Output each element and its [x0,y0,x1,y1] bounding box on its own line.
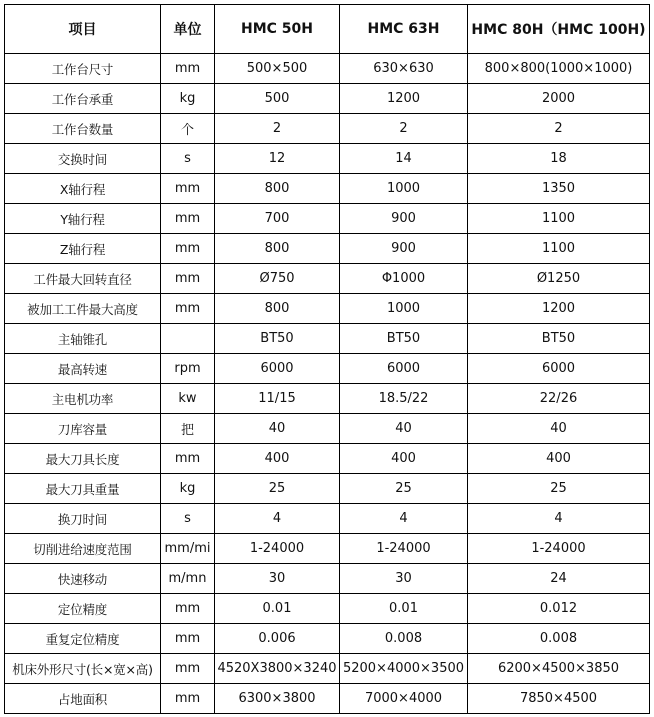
unit-cell: mm [161,684,215,714]
unit-cell: kg [161,84,215,114]
label-cell: 刀库容量 [5,414,161,444]
table-row [5,594,650,624]
label-cell: 快速移动 [5,564,161,594]
hmc-50h-cell: 40 [215,414,340,444]
hmc-63h-cell: 1000 [340,294,468,324]
unit-cell: mm [161,444,215,474]
label-cell: 工作台数量 [5,114,161,144]
hmc-50h-cell: 25 [215,474,340,504]
unit-cell: s [161,504,215,534]
hmc-80h-cell: 4 [468,504,650,534]
hmc-80h-cell: 40 [468,414,650,444]
table-body [5,54,650,714]
label-cell: 换刀时间 [5,504,161,534]
unit-cell: 把 [161,414,215,444]
unit-cell: 个 [161,114,215,144]
table-row [5,684,650,714]
label-cell: X轴行程 [5,174,161,204]
hmc-80h-cell: 24 [468,564,650,594]
hmc-80h-cell: 0.012 [468,594,650,624]
table-row [5,54,650,84]
table-row [5,444,650,474]
label-cell: 被加工工件最大高度 [5,294,161,324]
table-row [5,654,650,684]
unit-cell: mm [161,174,215,204]
label-cell: 最大刀具重量 [5,474,161,504]
hmc-63h-cell: 900 [340,204,468,234]
table-row [5,624,650,654]
spec-table [4,4,650,714]
hmc-63h-cell: 25 [340,474,468,504]
unit-cell: kw [161,384,215,414]
hmc-50h-cell: 0.006 [215,624,340,654]
hmc-63h-cell: 0.01 [340,594,468,624]
hmc-50h-cell: 400 [215,444,340,474]
hmc-80h-cell: 1100 [468,234,650,264]
unit-cell: kg [161,474,215,504]
hmc-80h-cell: 18 [468,144,650,174]
hmc-63h-cell: 18.5/22 [340,384,468,414]
unit-cell: rpm [161,354,215,384]
hmc-63h-cell: 2 [340,114,468,144]
header-unit: 单位 [161,5,215,54]
unit-cell: mm [161,294,215,324]
unit-cell: mm [161,54,215,84]
unit-cell: mm [161,204,215,234]
hmc-50h-cell: 1-24000 [215,534,340,564]
hmc-50h-cell: 6000 [215,354,340,384]
hmc-63h-cell: 1000 [340,174,468,204]
hmc-80h-cell: 0.008 [468,624,650,654]
unit-cell: mm [161,594,215,624]
hmc-80h-cell: 1200 [468,294,650,324]
table-row [5,474,650,504]
hmc-80h-cell: 800×800(1000×1000) [468,54,650,84]
hmc-50h-cell: 800 [215,174,340,204]
hmc-63h-cell: 14 [340,144,468,174]
header-row [5,5,650,54]
unit-cell: mm [161,234,215,264]
hmc-50h-cell: 4520X3800×3240 [215,654,340,684]
table-row [5,234,650,264]
unit-cell: mm [161,624,215,654]
hmc-63h-cell: 400 [340,444,468,474]
hmc-63h-cell: 630×630 [340,54,468,84]
hmc-80h-cell: 1100 [468,204,650,234]
table-row [5,564,650,594]
label-cell: 最高转速 [5,354,161,384]
label-cell: 最大刀具长度 [5,444,161,474]
unit-cell: s [161,144,215,174]
label-cell: 主电机功率 [5,384,161,414]
table-row [5,414,650,444]
table-row [5,144,650,174]
hmc-50h-cell: 2 [215,114,340,144]
unit-cell: mm [161,264,215,294]
hmc-63h-cell: 1200 [340,84,468,114]
unit-cell [161,324,215,354]
table-row [5,324,650,354]
hmc-80h-cell: 2 [468,114,650,144]
hmc-50h-cell: 6300×3800 [215,684,340,714]
hmc-50h-cell: BT50 [215,324,340,354]
hmc-80h-cell: 6000 [468,354,650,384]
table-row [5,204,650,234]
hmc-50h-cell: 12 [215,144,340,174]
label-cell: 占地面积 [5,684,161,714]
hmc-63h-cell: 6000 [340,354,468,384]
label-cell: 定位精度 [5,594,161,624]
hmc-63h-cell: BT50 [340,324,468,354]
table-row [5,174,650,204]
hmc-50h-cell: 800 [215,294,340,324]
header-item: 项目 [5,5,161,54]
label-cell: 工作台尺寸 [5,54,161,84]
table-row [5,504,650,534]
header-hmc-50h: HMC 50H [215,5,340,54]
label-cell: 交换时间 [5,144,161,174]
hmc-63h-cell: 5200×4000×3500 [340,654,468,684]
header-hmc-80h: HMC 80H（HMC 100H) [468,5,650,54]
label-cell: 主轴锥孔 [5,324,161,354]
hmc-63h-cell: 0.008 [340,624,468,654]
hmc-63h-cell: 900 [340,234,468,264]
hmc-63h-cell: 40 [340,414,468,444]
unit-cell: mm [161,654,215,684]
table-row [5,294,650,324]
hmc-50h-cell: 0.01 [215,594,340,624]
hmc-80h-cell: 400 [468,444,650,474]
hmc-63h-cell: Φ1000 [340,264,468,294]
label-cell: Y轴行程 [5,204,161,234]
table-row [5,114,650,144]
hmc-80h-cell: 6200×4500×3850 [468,654,650,684]
hmc-50h-cell: 500 [215,84,340,114]
hmc-50h-cell: 800 [215,234,340,264]
label-cell: 工作台承重 [5,84,161,114]
hmc-50h-cell: 700 [215,204,340,234]
hmc-80h-cell: 1350 [468,174,650,204]
hmc-80h-cell: 22/26 [468,384,650,414]
table-row [5,354,650,384]
label-cell: 工件最大回转直径 [5,264,161,294]
hmc-63h-cell: 30 [340,564,468,594]
table-row [5,264,650,294]
hmc-50h-cell: 500×500 [215,54,340,84]
hmc-80h-cell: 7850×4500 [468,684,650,714]
hmc-80h-cell: BT50 [468,324,650,354]
hmc-80h-cell: 1-24000 [468,534,650,564]
unit-cell: m/mn [161,564,215,594]
unit-cell: mm/mi [161,534,215,564]
hmc-50h-cell: Ø750 [215,264,340,294]
hmc-50h-cell: 11/15 [215,384,340,414]
table-row [5,84,650,114]
label-cell: Z轴行程 [5,234,161,264]
hmc-63h-cell: 4 [340,504,468,534]
label-cell: 重复定位精度 [5,624,161,654]
label-cell: 切削进给速度范围 [5,534,161,564]
hmc-50h-cell: 4 [215,504,340,534]
hmc-63h-cell: 7000×4000 [340,684,468,714]
table-header [5,5,650,54]
table-row [5,384,650,414]
table-row [5,534,650,564]
hmc-80h-cell: 25 [468,474,650,504]
hmc-80h-cell: Ø1250 [468,264,650,294]
hmc-50h-cell: 30 [215,564,340,594]
hmc-63h-cell: 1-24000 [340,534,468,564]
hmc-80h-cell: 2000 [468,84,650,114]
label-cell: 机床外形尺寸(长×宽×高) [5,654,161,684]
header-hmc-63h: HMC 63H [340,5,468,54]
